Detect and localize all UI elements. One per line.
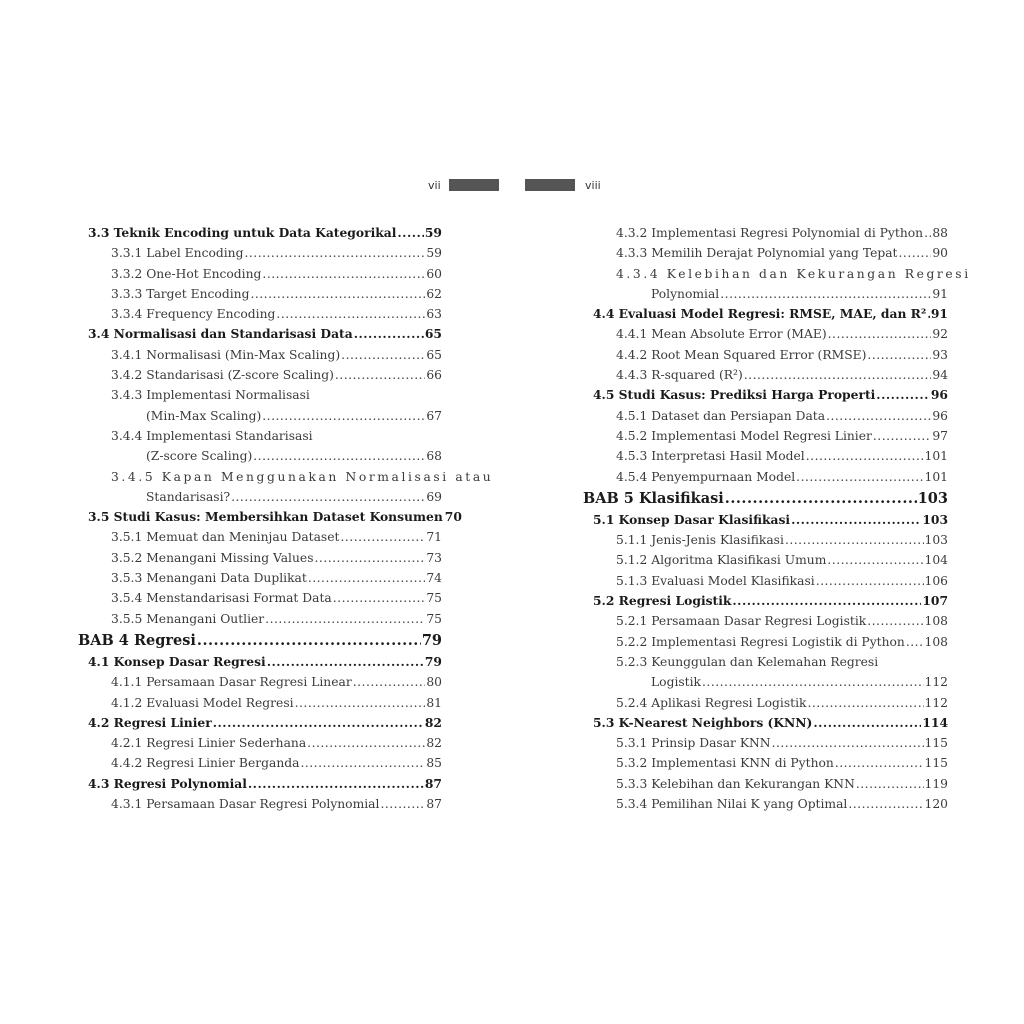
toc-page-number: 65 [424, 326, 442, 342]
toc-page-number: 90 [932, 246, 948, 261]
dot-leader [265, 609, 425, 629]
toc-subsection-continuation [78, 446, 442, 466]
toc-page-number: 69 [426, 489, 442, 504]
dot-leader [813, 713, 921, 733]
toc-title: 3.3 Teknik Encoding untuk Data Kategorikal [88, 225, 397, 240]
toc-page-number: 79 [424, 653, 442, 669]
toc-page-number: 91 [932, 286, 948, 301]
toc-page-number: 115 [924, 756, 948, 771]
toc-page-number: 74 [426, 571, 442, 586]
toc-title: 3.5.5 Menangani Outlier [111, 611, 265, 626]
toc-subsection-entry[interactable] [78, 264, 442, 284]
toc-title: 5.3 K-Nearest Neighbors (KNN) [593, 714, 813, 730]
toc-title-continued: Logistik [651, 675, 702, 690]
toc-subsection-entry[interactable] [583, 693, 948, 713]
dot-leader [213, 713, 424, 733]
toc-title: BAB 5 Klasifikasi [583, 489, 724, 507]
toc-page-number: 88 [932, 226, 948, 240]
toc-subsection-continuation [583, 284, 948, 304]
toc-page-number: 96 [930, 387, 948, 403]
toc-title: 3.4.3 Implementasi Normalisasi [111, 388, 310, 403]
toc-subsection-entry[interactable] [78, 527, 442, 547]
dot-leader [772, 733, 924, 753]
toc-subsection-entry[interactable] [78, 568, 442, 588]
toc-subsection-continuation [78, 406, 442, 426]
toc-title: 4.4.1 Mean Absolute Error (MAE) [616, 327, 827, 342]
toc-title: 4.1.2 Evaluasi Model Regresi [111, 695, 294, 710]
toc-subsection-entry[interactable] [78, 693, 442, 713]
dot-leader [335, 365, 425, 385]
toc-title: 3.5.4 Menstandarisasi Format Data [111, 591, 332, 606]
toc-chapter-entry[interactable] [583, 487, 948, 510]
toc-page-number: 114 [922, 714, 948, 730]
toc-subsection-entry[interactable] [78, 548, 442, 568]
toc-title: 4.2.1 Regresi Linier Sederhana [111, 736, 307, 751]
toc-title: 5.1.1 Jenis-Jenis Klasifikasi [616, 533, 784, 548]
dot-leader [333, 588, 426, 608]
toc-page-number: 60 [426, 266, 442, 281]
toc-subsection-entry[interactable] [583, 426, 948, 446]
toc-page-number: 92 [932, 327, 948, 342]
toc-page-number: 59 [424, 225, 442, 240]
toc-page-number: 97 [932, 428, 948, 443]
dot-leader [806, 446, 924, 466]
toc-title: 4.4.3 R-squared (R²) [616, 368, 743, 383]
toc-subsection-entry[interactable] [78, 753, 442, 773]
toc-page-number: 112 [924, 675, 948, 690]
dot-leader [308, 568, 426, 588]
toc-page-number: 101 [924, 469, 948, 484]
toc-section-entry[interactable] [583, 713, 948, 733]
toc-subsection-entry[interactable] [78, 243, 442, 263]
toc-title: 3.5 Studi Kasus: Membersihkan Dataset Konsumen [88, 509, 443, 525]
dot-leader [397, 223, 423, 243]
toc-title: 5.2.3 Keunggulan dan Kelemahan Regresi [616, 654, 879, 669]
dot-leader [899, 243, 932, 263]
toc-subsection-entry[interactable] [583, 365, 948, 385]
toc-title: 3.4.1 Normalisasi (Min-Max Scaling) [111, 347, 341, 362]
toc-title: 5.3.2 Implementasi KNN di Python [616, 756, 834, 771]
toc-subsection-entry[interactable] [78, 345, 442, 365]
toc-page-number: 62 [426, 286, 442, 301]
toc-subsection-entry[interactable] [583, 324, 948, 344]
toc-title: 3.5.1 Memuat dan Meninjau Dataset [111, 530, 340, 545]
toc-page-number: 93 [932, 347, 948, 362]
dot-leader [876, 385, 930, 405]
dot-leader [816, 571, 924, 591]
toc-page-number: 103 [924, 533, 948, 548]
toc-subsection-entry[interactable] [78, 672, 442, 692]
toc-page-number: 108 [924, 634, 948, 649]
toc-page-number: 85 [426, 756, 442, 771]
toc-page-number: 103 [917, 489, 948, 507]
toc-page-number: 103 [922, 511, 948, 527]
toc-title: 5.2.4 Aplikasi Regresi Logistik [616, 695, 807, 710]
toc-title: 3.4.2 Standarisasi (Z-score Scaling) [111, 368, 334, 383]
toc-page-number: 107 [922, 593, 948, 609]
toc-subsection-entry[interactable] [78, 385, 442, 405]
toc-title: 5.1.3 Evaluasi Model Klasifikasi [616, 573, 815, 588]
toc-page-number: 106 [924, 573, 948, 588]
toc-subsection-entry[interactable] [583, 611, 948, 631]
toc-chapter-entry[interactable] [78, 629, 442, 652]
toc-page-number: 119 [924, 776, 948, 791]
toc-section-entry[interactable] [583, 510, 948, 530]
toc-subsection-entry[interactable] [78, 794, 442, 814]
toc-section-entry[interactable] [78, 223, 442, 243]
toc-title: 5.3.3 Kelebihan dan Kekurangan KNN [616, 776, 855, 791]
toc-title-continued: (Z-score Scaling) [146, 449, 253, 464]
dot-leader [244, 243, 425, 263]
dot-leader [826, 406, 931, 426]
toc-title: 4.5.2 Implementasi Model Regresi Linier [616, 428, 872, 443]
dot-leader [340, 527, 425, 547]
toc-page-number: 82 [426, 736, 442, 751]
toc-subsection-entry[interactable] [78, 733, 442, 753]
toc-subsection-entry[interactable] [78, 365, 442, 385]
toc-page-number: 71 [426, 530, 442, 545]
toc-title: 4.5.4 Penyempurnaan Model [616, 469, 796, 484]
dot-leader [873, 426, 931, 446]
toc-title: 4.3.2 Implementasi Regresi Polynomial di Python [616, 226, 924, 240]
toc-subsection-entry[interactable] [583, 446, 948, 466]
toc-subsection-entry[interactable] [583, 530, 948, 550]
dot-leader [341, 345, 425, 365]
toc-title: 3.3.4 Frequency Encoding [111, 307, 276, 322]
toc-subsection-continuation [78, 487, 442, 507]
toc-page-number: 104 [924, 553, 948, 568]
toc-subsection-entry[interactable] [583, 571, 948, 591]
toc-section-entry[interactable] [583, 385, 948, 405]
toc-page-number: 70 [444, 509, 462, 525]
dot-leader [927, 304, 930, 324]
toc-subsection-entry[interactable] [583, 264, 971, 284]
toc-right-page [583, 223, 971, 814]
toc-section-entry[interactable] [583, 304, 948, 324]
toc-title: 4.4 Evaluasi Model Regresi: RMSE, MAE, dan R² [593, 306, 927, 322]
page-number-left: vii [428, 179, 441, 192]
toc-title: 5.2.2 Implementasi Regresi Logistik di Python [616, 634, 905, 649]
toc-subsection-entry[interactable] [583, 345, 948, 365]
toc-page-number: 75 [426, 591, 442, 606]
dot-leader [725, 487, 917, 510]
dot-leader [250, 284, 425, 304]
toc-subsection-entry[interactable] [583, 406, 948, 426]
toc-title: 4.3.3 Memilih Derajat Polynomial yang Tepat [616, 246, 898, 261]
dot-leader [276, 304, 425, 324]
toc-subsection-entry[interactable] [78, 284, 442, 304]
toc-subsection-entry[interactable] [583, 632, 948, 652]
toc-title: 3.5.2 Menangani Missing Values [111, 550, 314, 565]
dot-leader [924, 223, 931, 243]
dot-leader [307, 733, 425, 753]
toc-title: 3.3.2 One-Hot Encoding [111, 266, 262, 281]
toc-title: 5.1 Konsep Dasar Klasifikasi [593, 511, 791, 527]
dot-leader [253, 446, 425, 466]
toc-subsection-entry[interactable] [583, 794, 948, 814]
toc-title-continued: Polynomial [651, 286, 720, 301]
toc-title: 3.3.1 Label Encoding [111, 246, 244, 261]
dot-leader [197, 629, 421, 652]
page-number-right: viii [585, 179, 601, 192]
toc-page-number: 75 [426, 611, 442, 626]
toc-title: 4.1.1 Persamaan Dasar Regresi Linear [111, 675, 352, 690]
toc-subsection-entry[interactable] [583, 467, 948, 487]
toc-subsection-entry[interactable] [583, 223, 948, 243]
dot-leader [702, 672, 924, 692]
dot-leader [315, 548, 426, 568]
dot-leader [856, 774, 924, 794]
dot-leader [353, 672, 426, 692]
toc-subsection-continuation [583, 672, 948, 692]
dot-leader [848, 794, 923, 814]
toc-title: 5.1.2 Algoritma Klasifikasi Umum [616, 553, 827, 568]
dot-leader [828, 324, 932, 344]
toc-page-number: 82 [424, 714, 442, 730]
toc-title: 4.4.2 Root Mean Squared Error (RMSE) [616, 347, 867, 362]
dot-leader [720, 284, 931, 304]
toc-title: 3.4 Normalisasi dan Standarisasi Data [88, 326, 353, 342]
toc-title: 3.4.5 Kapan Menggunakan Normalisasi atau [111, 469, 494, 484]
toc-page-number: 87 [424, 775, 442, 791]
toc-subsection-entry[interactable] [583, 652, 948, 672]
toc-page-number: 87 [426, 797, 442, 812]
dot-leader [354, 324, 424, 344]
dot-leader [906, 632, 924, 652]
toc-subsection-entry[interactable] [78, 609, 442, 629]
dot-leader [791, 510, 921, 530]
toc-title: 3.3.3 Target Encoding [111, 286, 250, 301]
toc-title: 3.5.3 Menangani Data Duplikat [111, 571, 307, 586]
dot-leader [785, 530, 924, 550]
toc-title: 5.3.1 Prinsip Dasar KNN [616, 736, 771, 751]
toc-page-number: 80 [426, 675, 442, 690]
toc-title-continued: (Min-Max Scaling) [146, 408, 262, 423]
toc-title: 4.4.2 Regresi Linier Berganda [111, 756, 300, 771]
toc-page-number: 65 [426, 347, 442, 362]
dot-leader [267, 652, 424, 672]
dot-leader [732, 591, 921, 611]
toc-page-number: 63 [426, 307, 442, 322]
dot-leader [262, 264, 425, 284]
dot-leader [231, 487, 425, 507]
toc-subsection-entry[interactable] [78, 426, 442, 446]
dot-leader [248, 774, 424, 794]
toc-subsection-entry[interactable] [583, 774, 948, 794]
toc-title: 4.1 Konsep Dasar Regresi [88, 653, 266, 669]
toc-page-number: 73 [426, 550, 442, 565]
toc-page-number: 108 [924, 614, 948, 629]
dot-leader [807, 693, 923, 713]
toc-page-number: 81 [426, 695, 442, 710]
toc-title: 4.3.4 Kelebihan dan Kekurangan Regresi [616, 266, 971, 281]
toc-section-entry[interactable] [78, 774, 442, 794]
toc-title: BAB 4 Regresi [78, 631, 196, 649]
toc-title: 4.5 Studi Kasus: Prediksi Harga Properti [593, 387, 876, 403]
page-header-bar-right [525, 179, 575, 191]
toc-section-entry[interactable] [78, 324, 442, 344]
toc-section-entry[interactable] [78, 652, 442, 672]
toc-title: 5.3.4 Pemilihan Nilai K yang Optimal [616, 797, 848, 812]
page-header-bar-left [449, 179, 499, 191]
dot-leader [295, 693, 426, 713]
toc-title: 4.3.1 Persamaan Dasar Regresi Polynomial [111, 797, 380, 812]
dot-leader [380, 794, 425, 814]
toc-page-number: 101 [924, 449, 948, 464]
dot-leader [262, 406, 425, 426]
toc-page-number: 120 [924, 797, 948, 812]
toc-page-number: 115 [924, 736, 948, 751]
toc-title: 4.5.1 Dataset dan Persiapan Data [616, 408, 826, 423]
toc-section-entry[interactable] [583, 591, 948, 611]
toc-title: 3.4.4 Implementasi Standarisasi [111, 428, 313, 443]
toc-left-page [78, 223, 494, 814]
toc-page-number: 68 [426, 449, 442, 464]
toc-page-number: 66 [426, 368, 442, 383]
toc-title: 4.2 Regresi Linier [88, 714, 212, 730]
toc-subsection-entry[interactable] [583, 733, 948, 753]
toc-title: 4.5.3 Interpretasi Hasil Model [616, 449, 805, 464]
toc-page-number: 67 [426, 408, 442, 423]
toc-page-number: 91 [930, 306, 948, 322]
toc-page-number: 96 [932, 408, 948, 423]
toc-page-number: 59 [426, 246, 442, 261]
toc-subsection-entry[interactable] [583, 550, 948, 570]
dot-leader [796, 467, 923, 487]
toc-title: 4.3 Regresi Polynomial [88, 775, 247, 791]
toc-title: 5.2.1 Persamaan Dasar Regresi Logistik [616, 614, 867, 629]
toc-page-number: 94 [932, 368, 948, 383]
toc-subsection-entry[interactable] [78, 467, 494, 487]
toc-section-entry[interactable] [78, 507, 462, 527]
dot-leader [827, 550, 923, 570]
dot-leader [867, 611, 923, 631]
toc-subsection-entry[interactable] [78, 304, 442, 324]
toc-subsection-entry[interactable] [583, 753, 948, 773]
toc-title-continued: Standarisasi? [146, 489, 231, 504]
dot-leader [300, 753, 425, 773]
dot-leader [867, 345, 931, 365]
toc-title: 5.2 Regresi Logistik [593, 593, 732, 609]
dot-leader [835, 753, 924, 773]
toc-subsection-entry[interactable] [78, 588, 442, 608]
toc-page-number: 112 [924, 695, 948, 710]
toc-subsection-entry[interactable] [583, 243, 948, 263]
toc-section-entry[interactable] [78, 713, 442, 733]
toc-page-number: 79 [421, 631, 442, 649]
dot-leader [744, 365, 932, 385]
